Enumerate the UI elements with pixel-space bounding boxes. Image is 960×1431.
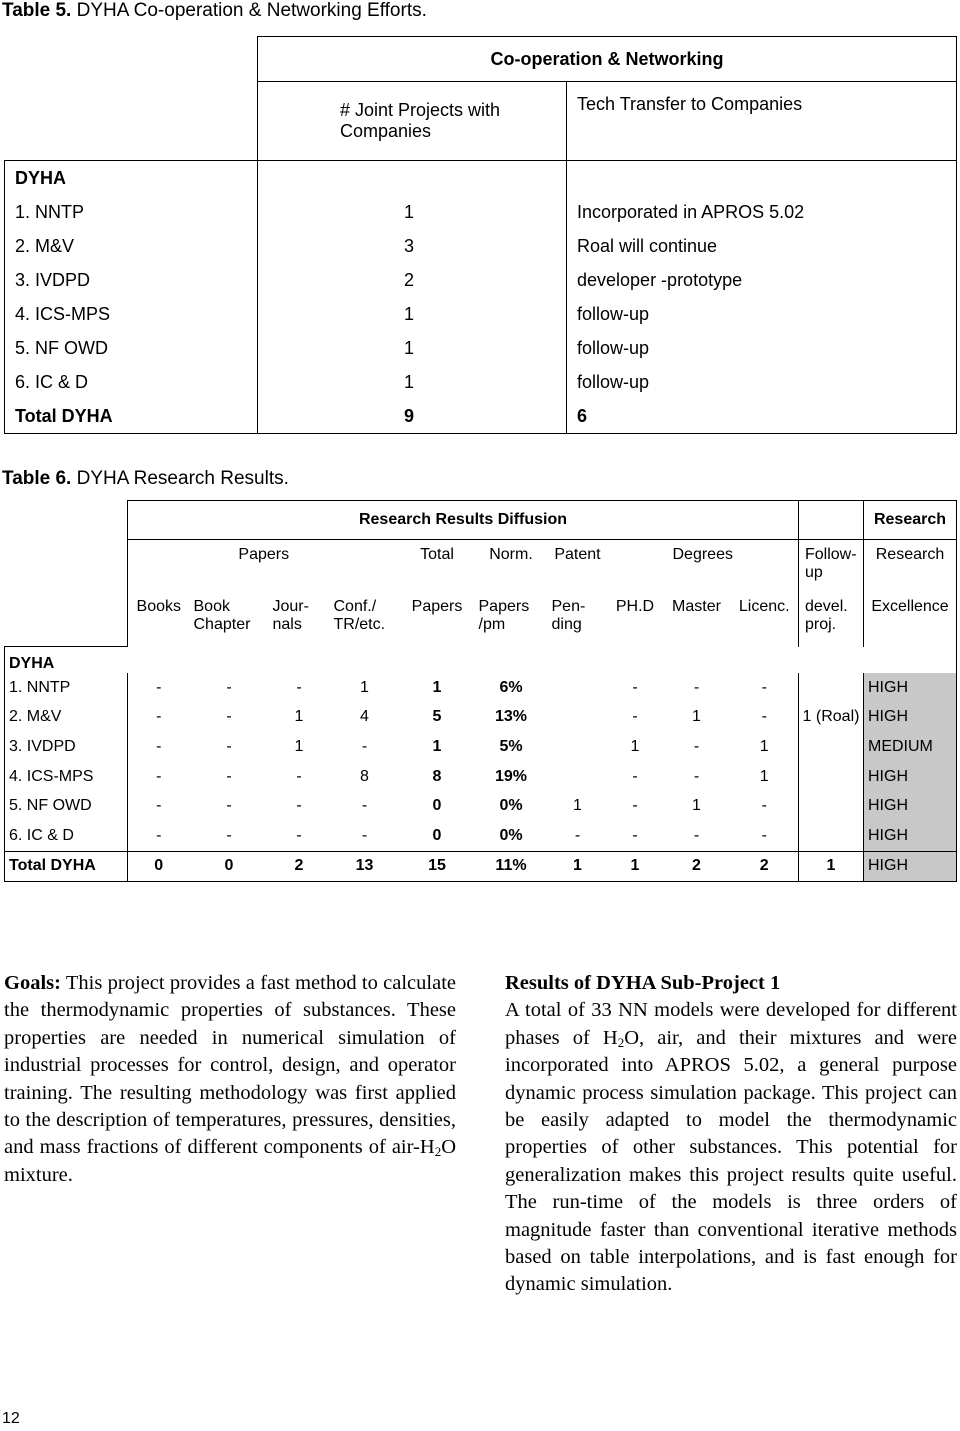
table5-total-joint: 9 (258, 399, 567, 434)
table6-cell: 8 (360, 767, 369, 785)
table6-cell: - (226, 678, 232, 696)
table6-cell: 0 (432, 826, 442, 844)
table6-h-degrees: Degrees (672, 546, 733, 563)
table6-cell: 2 (731, 851, 799, 882)
table6-cell: 1 (630, 737, 640, 755)
table6-cell-name: 5. NF OWD (5, 791, 128, 821)
goals-paragraph (4, 970, 456, 1189)
table6-h-journals: Jour-nals (272, 598, 309, 633)
table6-cell: - (128, 732, 190, 762)
table6-h-book-chapter: Book Chapter (193, 598, 251, 633)
table5-row (5, 263, 957, 297)
table6-cell-name: 1. NNTP (5, 673, 128, 703)
table6-cell: - (693, 678, 700, 696)
table6-cell: 0% (499, 826, 523, 844)
table5-row (5, 195, 957, 229)
table6-cell: 19% (494, 767, 528, 785)
table6-total-row (5, 851, 957, 882)
results-body-2: O, air, and their mixtures and were incorporated into APROS 5.02, a general purpose dynamic process simulation package. This project can be easily adapted to model the thermodynamic properties of other substances. This potential for generalization makes this project results quite useful. The run-time of the models is three orders of magnitude faster than conventional iterative methods based on table interpolations, and is fast enough for dynamic simulation. (505, 1026, 957, 1296)
table6-caption (2, 468, 289, 490)
table6-cell: 0 (432, 797, 442, 815)
goals-body-2: O mixture. (4, 1136, 456, 1186)
table6-cell: - (632, 678, 638, 696)
table6-caption-label: Table 6. (2, 468, 72, 489)
results-heading: Results of DYHA Sub-Project 1 (505, 972, 781, 994)
table5-row (5, 365, 957, 399)
table5-cell-joint: 1 (258, 331, 567, 365)
page-number: 12 (2, 1410, 20, 1427)
table5-cell-name: 1. NNTP (5, 195, 258, 229)
results-subscript: 2 (617, 1034, 625, 1050)
table6-cell: 1 (294, 737, 304, 755)
table6-h-total-papers: Papers (411, 598, 463, 615)
table6-cell: 1 (294, 708, 304, 726)
table6-row (5, 673, 957, 703)
table6-cell: - (296, 826, 302, 844)
table5-row-label: DYHA (5, 161, 258, 196)
table6-cell-name: Total DYHA (5, 851, 128, 882)
table5-cell-name: 4. ICS-MPS (5, 297, 258, 331)
goals-body-1: This project provides a fast method to calculate the thermodynamic properties of substances. These properties are needed in numerical simulation of industrial processes for control, design, and operator training. The resulting methodology was first applied to the description of temperatures, pressures, densities, and mass fractions of different components of air-H (4, 972, 456, 1159)
table5-cell-name: 6. IC & D (5, 365, 258, 399)
table6-h-devel: devel. proj. (799, 594, 864, 647)
table5-cell-tech: follow-up (567, 297, 957, 331)
table6-cell: 1 (432, 678, 442, 696)
table6-cell: - (693, 826, 700, 844)
table6-cell: - (693, 737, 700, 755)
table5-cell-name: 5. NF OWD (5, 331, 258, 365)
table5-group-header: Co-operation & Networking (258, 37, 957, 82)
table6-h-pending: Pen-ding (551, 598, 586, 633)
table6-cell: HIGH (864, 821, 957, 851)
table6-row (5, 732, 957, 762)
table6-cell: - (226, 737, 232, 755)
table6-cell: - (128, 673, 190, 703)
table6-cell: - (761, 797, 767, 815)
table6-cell-name: 6. IC & D (5, 821, 128, 851)
table6-cell: - (128, 791, 190, 821)
table6-cell (548, 732, 608, 762)
table6-cell: 2 (269, 851, 330, 882)
table5-cell-tech: follow-up (567, 365, 957, 399)
table6-cell: - (128, 821, 190, 851)
table6-caption-text: DYHA Research Results. (76, 468, 289, 489)
table6-cell (799, 821, 864, 851)
table6-cell: 2 (663, 851, 731, 882)
table5-col-tech-header: Tech Transfer to Companies (567, 82, 957, 161)
table6-h-conf: Conf./ TR/etc. (333, 598, 386, 633)
table5-cell-tech: Roal will continue (567, 229, 957, 263)
table6-h-followup: Follow-up (799, 540, 864, 595)
table6-cell (799, 791, 864, 821)
table6-cell: HIGH (864, 762, 957, 792)
table6-cell: 4 (360, 708, 369, 726)
table6-cell: 1 (799, 851, 864, 882)
table6-cell: - (574, 826, 581, 844)
table6-cell: 1 (432, 737, 442, 755)
table5-cell-tech: developer -prototype (567, 263, 957, 297)
table6-cell: 1 (692, 797, 701, 815)
table6-cell-name: 2. M&V (5, 703, 128, 733)
table6-cell (548, 703, 608, 733)
table6-cell: 0 (190, 851, 269, 882)
table6-cell: - (296, 678, 302, 696)
table6-row (5, 791, 957, 821)
table6-cell: 1 (360, 678, 369, 696)
table5-cell-joint: 3 (258, 229, 567, 263)
table6-cell: 15 (400, 851, 475, 882)
table6-h-excellence: Excellence (864, 594, 957, 647)
table5-total-tech: 6 (567, 399, 957, 434)
table6-cell: 11% (475, 851, 548, 882)
table6-cell: - (361, 797, 368, 815)
table6-cell: 1 (759, 737, 769, 755)
table6-h-phd: PH.D (615, 598, 655, 615)
table6-cell: - (296, 797, 302, 815)
table5-row (5, 229, 957, 263)
table5-cell-joint: 1 (258, 195, 567, 229)
table5-cell-tech: follow-up (567, 331, 957, 365)
table6-cell (799, 762, 864, 792)
table6-cell: - (693, 767, 700, 785)
table6-h-master: Master (672, 598, 721, 615)
results-paragraph (505, 997, 957, 1298)
table6-row-label: DYHA (5, 647, 128, 674)
table6-cell: - (361, 826, 368, 844)
table5-col-joint-header: # Joint Projects with Companies (258, 82, 567, 161)
table6-cell: - (128, 703, 190, 733)
table6-cell: 1 (692, 708, 701, 726)
table6-h-licenc: Licenc. (738, 598, 790, 615)
table6-cell: - (632, 826, 638, 844)
table6-cell (548, 762, 608, 792)
table6-cell: HIGH (864, 703, 957, 733)
table6-cell: 1 (Roal) (799, 703, 864, 733)
table5-cell-tech: Incorporated in APROS 5.02 (567, 195, 957, 229)
table6-cell: 1 (608, 851, 663, 882)
table6-h-research: Research (864, 540, 957, 595)
table6-cell: - (632, 797, 638, 815)
table6-row (5, 821, 957, 851)
table6-h-books: Books (128, 594, 190, 647)
table6-h-patent: Patent (554, 546, 601, 563)
table6-cell: - (361, 737, 368, 755)
table5-row (5, 297, 957, 331)
table6-cell: - (761, 708, 767, 726)
table6-h-papers: Papers (128, 540, 400, 595)
table6-cell: 0 (128, 851, 190, 882)
table5-row (5, 331, 957, 365)
table6-cell-name: 3. IVDPD (5, 732, 128, 762)
table5-caption-text: DYHA Co-operation & Networking Efforts. (76, 0, 427, 21)
table6-cell: - (226, 797, 232, 815)
table6-cell (799, 732, 864, 762)
table6-cell: HIGH (864, 851, 957, 882)
table6-group-header: Research Results Diffusion (128, 501, 799, 540)
table6-cell: - (761, 678, 767, 696)
table6-cell: 8 (432, 767, 442, 785)
table6-h-total: Total (420, 546, 454, 563)
table5-cell-joint: 1 (258, 297, 567, 331)
table6-cell (799, 673, 864, 703)
table5-caption-label: Table 5. (2, 0, 72, 21)
table6-cell: - (296, 767, 302, 785)
table6-cell: 5 (432, 708, 442, 726)
table6-cell: HIGH (864, 673, 957, 703)
table6-cell: - (632, 708, 638, 726)
table6-row (5, 703, 957, 733)
table6-cell: - (761, 826, 767, 844)
table6-cell: MEDIUM (864, 732, 957, 762)
table6-cell: 0% (499, 797, 523, 815)
table6-cell: 1 (548, 851, 608, 882)
table5-cell-name: 2. M&V (5, 229, 258, 263)
table6-row (5, 762, 957, 792)
table6-h-papers-pm: Papers /pm (478, 598, 530, 633)
table5-cell-joint: 1 (258, 365, 567, 399)
results-body-1: A total of 33 NN models were developed for different phases of H (505, 999, 957, 1049)
table5-caption (2, 0, 427, 22)
table6-cell: 13 (330, 851, 400, 882)
goals-subscript: 2 (434, 1144, 442, 1160)
table6-research-header: Research (864, 501, 957, 540)
table5-cell-joint: 2 (258, 263, 567, 297)
table6-cell: - (226, 826, 232, 844)
table5-cell-name: 3. IVDPD (5, 263, 258, 297)
table6-cell: - (128, 762, 190, 792)
table6-cell-name: 4. ICS-MPS (5, 762, 128, 792)
table6 (4, 500, 957, 882)
table6-cell: - (226, 767, 232, 785)
table6-cell: 1 (573, 797, 582, 815)
table6-cell (548, 673, 608, 703)
table6-cell: HIGH (864, 791, 957, 821)
table6-cell: 5% (499, 737, 523, 755)
table6-cell: - (226, 708, 232, 726)
table6-cell: 13% (494, 708, 528, 726)
results-section (505, 970, 957, 1299)
table6-h-norm: Norm. (489, 546, 533, 563)
table5 (4, 36, 957, 434)
goals-label: Goals: (4, 972, 61, 994)
table6-cell: 6% (499, 678, 523, 696)
table5-total-label: Total DYHA (5, 399, 258, 434)
table6-cell: - (632, 767, 638, 785)
table5-corner (5, 37, 258, 82)
table6-cell: 1 (759, 767, 769, 785)
